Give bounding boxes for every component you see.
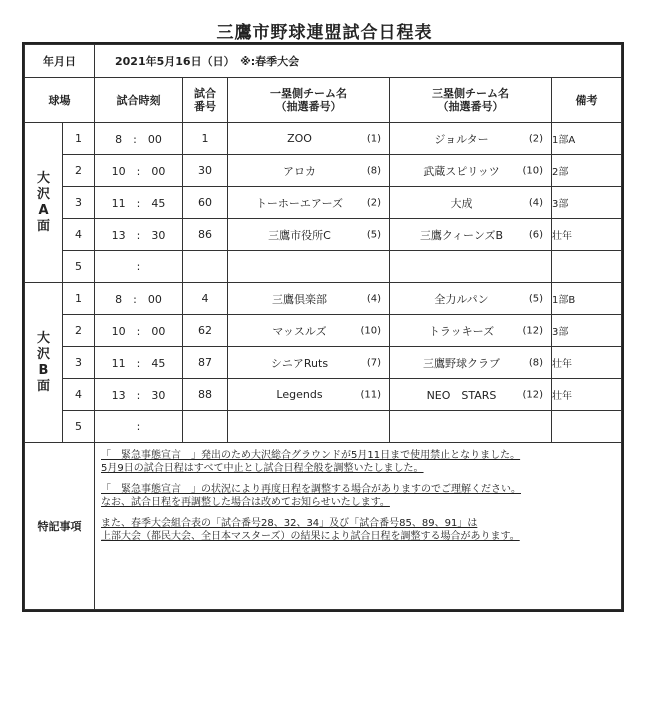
game-number: 62 xyxy=(183,315,228,347)
slot-number: 5 xyxy=(63,411,95,443)
table-row xyxy=(25,283,622,315)
remarks-cell: 壮年 xyxy=(552,219,622,251)
remarks-header: 備考 xyxy=(552,78,622,123)
remarks-cell: 3部 xyxy=(552,315,622,347)
notes-row xyxy=(25,443,622,610)
third-base-team xyxy=(390,283,552,315)
remarks-cell xyxy=(552,411,622,443)
slot-number: 1 xyxy=(63,123,95,155)
team-name: シニアRuts xyxy=(270,356,329,370)
game-time: 13 : 30 xyxy=(95,379,183,411)
third-base-team-header: 三塁側チーム名 （抽選番号） xyxy=(390,78,552,123)
game-number-header: 試合 番号 xyxy=(183,78,228,123)
team-name: Legends xyxy=(276,388,323,401)
lottery-number: (7) xyxy=(366,357,381,368)
schedule-table xyxy=(24,44,622,610)
time-header: 試合時刻 xyxy=(95,78,183,123)
team-name: マッスルズ xyxy=(272,324,327,338)
slot-number: 4 xyxy=(63,379,95,411)
team-name: 武蔵スピリッツ xyxy=(423,164,500,178)
remarks-cell xyxy=(552,251,622,283)
team-name: 三鷹倶楽部 xyxy=(272,292,327,306)
lottery-number: (5) xyxy=(366,229,381,240)
notes-content xyxy=(95,443,622,610)
first-base-team xyxy=(228,283,390,315)
first-base-team xyxy=(228,219,390,251)
lottery-number: (12) xyxy=(522,389,543,400)
game-time: : xyxy=(95,411,183,443)
table-row xyxy=(25,251,622,283)
game-number: 30 xyxy=(183,155,228,187)
lottery-number: (8) xyxy=(528,357,543,368)
game-number: 88 xyxy=(183,379,228,411)
lottery-number: (10) xyxy=(522,165,543,176)
team-name: アロカ xyxy=(283,164,316,178)
third-base-team xyxy=(390,187,552,219)
lottery-number: (11) xyxy=(360,389,381,400)
game-time: 11 : 45 xyxy=(95,187,183,219)
first-base-team xyxy=(228,123,390,155)
third-base-team xyxy=(390,155,552,187)
third-base-team xyxy=(390,347,552,379)
team-name: トラッキーズ xyxy=(428,324,495,338)
game-number: 86 xyxy=(183,219,228,251)
lottery-number: (8) xyxy=(366,165,381,176)
lottery-number: (5) xyxy=(528,293,543,304)
remarks-cell: 3部 xyxy=(552,187,622,219)
table-row xyxy=(25,315,622,347)
game-time: : xyxy=(95,251,183,283)
third-base-team xyxy=(390,315,552,347)
team-name: 三鷹クィーンズB xyxy=(419,228,504,242)
game-number: 1 xyxy=(183,123,228,155)
first-base-team xyxy=(228,187,390,219)
slot-number: 3 xyxy=(63,347,95,379)
table-row xyxy=(25,187,622,219)
note-paragraph: 「 緊急事態宣言 」発出のため大沢総合グラウンドが5月11日まで使用禁止となりました。 5月9日の試合日程はすべて中止とし試合日程全般を調整いたしました。 xyxy=(101,450,521,474)
game-time: 10 : 00 xyxy=(95,315,183,347)
team-name: NEO STARS xyxy=(426,388,497,402)
third-base-team xyxy=(390,251,552,283)
game-time: 8 : 00 xyxy=(95,283,183,315)
table-row xyxy=(25,123,622,155)
slot-number: 5 xyxy=(63,251,95,283)
first-base-team xyxy=(228,347,390,379)
game-number: 4 xyxy=(183,283,228,315)
first-base-team xyxy=(228,379,390,411)
table-row xyxy=(25,411,622,443)
header-row xyxy=(25,78,622,123)
game-time: 8 : 00 xyxy=(95,123,183,155)
page-title: 三鷹市野球連盟試合日程表 xyxy=(216,23,433,43)
first-base-team-header: 一塁側チーム名 （抽選番号） xyxy=(228,78,390,123)
lottery-number: (1) xyxy=(366,133,381,144)
game-number xyxy=(183,411,228,443)
table-row xyxy=(25,155,622,187)
date-value: 2021年5月16日（日） ※:春季大会 xyxy=(95,45,622,78)
third-base-team xyxy=(390,219,552,251)
remarks-cell: 壮年 xyxy=(552,347,622,379)
game-number: 87 xyxy=(183,347,228,379)
slot-number: 2 xyxy=(63,315,95,347)
lottery-number: (4) xyxy=(366,293,381,304)
remarks-cell: 1部B xyxy=(552,283,622,315)
team-name: 三鷹野球クラブ xyxy=(423,356,500,370)
team-name: トーホーエアーズ xyxy=(255,196,344,210)
game-time: 10 : 00 xyxy=(95,155,183,187)
team-name: ジョルター xyxy=(434,132,489,146)
table-row xyxy=(25,219,622,251)
lottery-number: (2) xyxy=(366,197,381,208)
team-name: ZOO xyxy=(287,132,312,145)
lottery-number: (12) xyxy=(522,325,543,336)
note-paragraph: 「 緊急事態宣言 」の状況により再度日程を調整する場合がありますのでご理解ください。 なお、試合日程を再調整した場合は改めてお知らせいたします。 xyxy=(101,484,521,508)
game-number xyxy=(183,251,228,283)
note-paragraph: また、春季大会組合表の「試合番号28、32、34」及び「試合番号85、89、91」は 上部大会（都民大会、全日本マスターズ）の結果により試合日程を調整する場合があります。 xyxy=(101,518,520,542)
remarks-cell: 壮年 xyxy=(552,379,622,411)
lottery-number: (4) xyxy=(528,197,543,208)
date-row xyxy=(25,45,622,78)
slot-number: 4 xyxy=(63,219,95,251)
game-time: 13 : 30 xyxy=(95,219,183,251)
game-number: 60 xyxy=(183,187,228,219)
first-base-team xyxy=(228,155,390,187)
remarks-cell: 1部A xyxy=(552,123,622,155)
date-label: 年月日 xyxy=(25,45,95,78)
third-base-team xyxy=(390,123,552,155)
table-row xyxy=(25,379,622,411)
slot-number: 1 xyxy=(63,283,95,315)
game-time: 11 : 45 xyxy=(95,347,183,379)
team-name: 大成 xyxy=(450,196,473,210)
slot-number: 3 xyxy=(63,187,95,219)
first-base-team xyxy=(228,315,390,347)
lottery-number: (2) xyxy=(528,133,543,144)
venue-cell: 大 沢 B 面 xyxy=(25,283,63,443)
first-base-team xyxy=(228,251,390,283)
lottery-number: (10) xyxy=(360,325,381,336)
venue-cell: 大 沢 A 面 xyxy=(25,123,63,283)
remarks-cell: 2部 xyxy=(552,155,622,187)
lottery-number: (6) xyxy=(528,229,543,240)
slot-number: 2 xyxy=(63,155,95,187)
team-name: 全力ルパン xyxy=(434,292,489,306)
first-base-team xyxy=(228,411,390,443)
third-base-team xyxy=(390,379,552,411)
table-row xyxy=(25,347,622,379)
team-name: 三鷹市役所C xyxy=(268,228,331,242)
third-base-team xyxy=(390,411,552,443)
notes-label: 特記事項 xyxy=(25,443,95,610)
venue-header: 球場 xyxy=(25,78,95,123)
